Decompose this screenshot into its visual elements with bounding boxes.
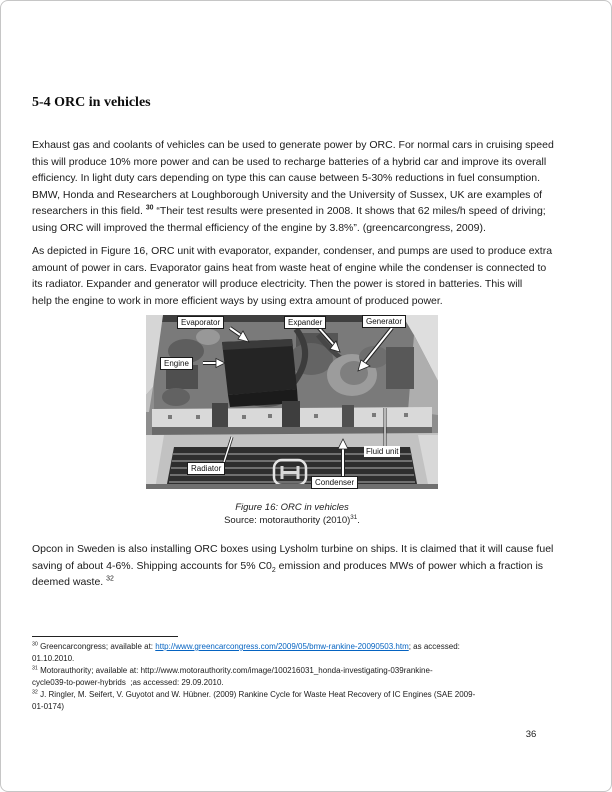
generator-label: Generator	[362, 315, 406, 328]
text-line: Exhaust gas and coolants of vehicles can be used to generate power by ORC. For normal cars in cruising speed	[32, 139, 554, 151]
text-line: $^{32}$ J. Ringler, M. Seifert, V. Guyotot and W. Hübner. (2009) Rankine Cycle for Waste Heat Recovery of IC Engines (SAE 2009-	[32, 689, 476, 699]
figure-caption-title: Figure 16: ORC in vehicles	[235, 502, 349, 513]
expander-label: Expander	[284, 316, 326, 329]
text-line: this will produce 10% more power and can be used to recharge batteries of a hybrid car and improve its overall	[32, 155, 547, 168]
paragraph-2	[32, 243, 583, 309]
footnote-ref-31: 31	[350, 513, 358, 521]
text-line: deemed waste. $^{32}$	[32, 575, 114, 588]
text-line: $^{30}$ Greencarcongress; available at: http://www.greencarcongress.com/2009/05/bmw-rankine-20090503.htm; as accessed:	[32, 641, 460, 651]
page-number: 36	[525, 729, 537, 740]
paragraph-3	[32, 541, 583, 591]
text-line: saving of about 4-6%. Shipping accounts for 5% $C0_2$ emission and produces MWs of power which a fraction is	[32, 559, 544, 574]
paragraph-1	[32, 137, 583, 236]
text-line: 01.10.2010.	[32, 654, 75, 663]
fluid-unit-label: Fluid unit	[366, 447, 399, 456]
radiator-label: Radiator	[187, 462, 225, 475]
text-line: efficiency. In light duty cars depending on type this can cause between 5-30% reductions in fuel consumption.	[32, 172, 541, 184]
text-line: its radiator. Expander and generator will produce electricity. Then the power is stored in batteries. This will	[32, 278, 523, 290]
text-line: amount of power in cars. Evaporator gains heat from waste heat of engine while the condenser is connected to	[32, 261, 547, 274]
condenser-label: Condenser	[311, 476, 358, 489]
text-line: BMW, Honda and Researchers at Loughborough University and the University of Sussex, UK are examples of	[32, 188, 543, 201]
figure-caption-source: Source: motorauthority $(2010)^{31}$.	[224, 513, 360, 526]
evaporator-label: Evaporator	[177, 316, 224, 329]
text-line: cycle039-to-power-hybrids ;as accessed: 29.09.2010.	[32, 678, 224, 687]
engine-label: Engine	[160, 357, 193, 370]
hyperlink[interactable]: http://www.greencarcongress.com/2009/05/bmw-rankine-20090503.htm	[155, 642, 409, 651]
figure-caption	[146, 501, 438, 527]
footnote-separator	[32, 636, 178, 637]
footnotes	[32, 641, 583, 713]
text-line: As depicted in Figure 16, ORC unit with evaporator, expander, condenser, and pumps are used to produce extra	[32, 245, 553, 257]
text-line: Opcon in Sweden is also installing ORC boxes using Lysholm turbine on ships. It is claimed that it will cause fuel	[32, 543, 554, 555]
text-line: 01-0174)	[32, 702, 65, 711]
figure-16	[146, 315, 438, 489]
text-line: help the engine to work in more efficient ways by using extra amount of produced power.	[32, 294, 443, 307]
text-line: using ORC will improved the thermal efficiency of the engine by 3.8%”. (greencarcongress, 2009).	[32, 221, 486, 234]
text-line: $^{31}$ Motorauthority; available at: http://www.motorauthority.com/image/100216031_honda-investigating-039rankine-	[32, 665, 433, 675]
text-line: researchers in this field. $^{30}$ “Their test results were presented in 2008. It shows that 62 miles/h speed of driving;	[32, 204, 546, 217]
section-heading: 5-4 ORC in vehicles	[32, 95, 151, 110]
